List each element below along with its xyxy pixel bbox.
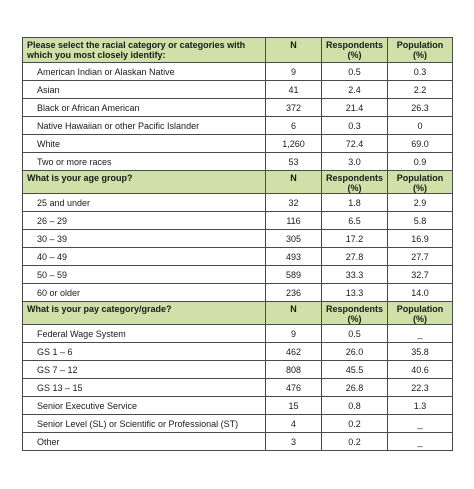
category-cell: GS 7 – 12: [23, 361, 266, 379]
n-cell: 9: [266, 325, 322, 343]
respondents-cell: 3.0: [322, 153, 388, 171]
population-column-header: Population (%): [388, 171, 453, 194]
respondents-cell: 33.3: [322, 266, 388, 284]
table-row: [23, 325, 453, 343]
population-cell: 26.3: [388, 99, 453, 117]
n-cell: 4: [266, 415, 322, 433]
population-column-header: Population (%): [388, 38, 453, 63]
category-cell: Native Hawaiian or other Pacific Islander: [23, 117, 266, 135]
respondents-column-header: Respondents (%): [322, 302, 388, 325]
n-column-header: N: [266, 302, 322, 325]
category-cell: American Indian or Alaskan Native: [23, 63, 266, 81]
table-row: [23, 284, 453, 302]
population-cell: 14.0: [388, 284, 453, 302]
respondents-cell: 2.4: [322, 81, 388, 99]
category-cell: Senior Executive Service: [23, 397, 266, 415]
respondents-cell: 26.0: [322, 343, 388, 361]
table-row: [23, 81, 453, 99]
category-cell: Asian: [23, 81, 266, 99]
population-cell: 0.9: [388, 153, 453, 171]
respondents-cell: 1.8: [322, 194, 388, 212]
respondents-cell: 0.3: [322, 117, 388, 135]
n-cell: 808: [266, 361, 322, 379]
table-row: [23, 433, 453, 451]
respondents-cell: 0.2: [322, 433, 388, 451]
section-header-row-race: [23, 38, 453, 63]
table-row: [23, 379, 453, 397]
n-cell: 3: [266, 433, 322, 451]
population-cell: 35.8: [388, 343, 453, 361]
population-column-header: Population (%): [388, 302, 453, 325]
section-header-row-pay: [23, 302, 453, 325]
category-cell: GS 1 – 6: [23, 343, 266, 361]
n-cell: 462: [266, 343, 322, 361]
respondents-column-header: Respondents (%): [322, 171, 388, 194]
n-cell: 372: [266, 99, 322, 117]
question-header: What is your pay category/grade?: [23, 302, 266, 325]
table-row: [23, 135, 453, 153]
population-cell: 2.9: [388, 194, 453, 212]
population-cell: _: [388, 325, 453, 343]
question-header: Please select the racial category or categories with which you most closely identify:: [23, 38, 266, 63]
n-cell: 493: [266, 248, 322, 266]
respondents-cell: 0.5: [322, 63, 388, 81]
n-cell: 236: [266, 284, 322, 302]
category-cell: 26 – 29: [23, 212, 266, 230]
respondents-cell: 0.5: [322, 325, 388, 343]
respondents-cell: 26.8: [322, 379, 388, 397]
category-cell: Two or more races: [23, 153, 266, 171]
respondents-cell: 6.5: [322, 212, 388, 230]
n-column-header: N: [266, 38, 322, 63]
table-row: [23, 194, 453, 212]
respondents-cell: 27.8: [322, 248, 388, 266]
n-cell: 116: [266, 212, 322, 230]
n-column-header: N: [266, 171, 322, 194]
population-cell: 0: [388, 117, 453, 135]
table-row: [23, 153, 453, 171]
category-cell: 25 and under: [23, 194, 266, 212]
respondents-cell: 21.4: [322, 99, 388, 117]
n-cell: 6: [266, 117, 322, 135]
category-cell: 60 or older: [23, 284, 266, 302]
population-cell: 5.8: [388, 212, 453, 230]
table-row: [23, 415, 453, 433]
survey-demographics-table: [22, 37, 453, 451]
category-cell: GS 13 – 15: [23, 379, 266, 397]
population-cell: 22.3: [388, 379, 453, 397]
category-cell: Black or African American: [23, 99, 266, 117]
respondents-cell: 72.4: [322, 135, 388, 153]
category-cell: 40 – 49: [23, 248, 266, 266]
table-row: [23, 117, 453, 135]
population-cell: 40.6: [388, 361, 453, 379]
category-cell: Other: [23, 433, 266, 451]
table-row: [23, 397, 453, 415]
table-row: [23, 266, 453, 284]
category-cell: Senior Level (SL) or Scientific or Professional (ST): [23, 415, 266, 433]
table-row: [23, 361, 453, 379]
table-row: [23, 212, 453, 230]
population-cell: 2.2: [388, 81, 453, 99]
n-cell: 476: [266, 379, 322, 397]
section-header-row-age: [23, 171, 453, 194]
respondents-cell: 45.5: [322, 361, 388, 379]
n-cell: 1,260: [266, 135, 322, 153]
n-cell: 589: [266, 266, 322, 284]
n-cell: 9: [266, 63, 322, 81]
respondents-cell: 0.8: [322, 397, 388, 415]
table-row: [23, 99, 453, 117]
category-cell: 50 – 59: [23, 266, 266, 284]
population-cell: 1.3: [388, 397, 453, 415]
category-cell: White: [23, 135, 266, 153]
population-cell: 0.3: [388, 63, 453, 81]
question-header: What is your age group?: [23, 171, 266, 194]
population-cell: 69.0: [388, 135, 453, 153]
population-cell: _: [388, 433, 453, 451]
n-cell: 41: [266, 81, 322, 99]
table-row: [23, 230, 453, 248]
respondents-cell: 17.2: [322, 230, 388, 248]
population-cell: 32.7: [388, 266, 453, 284]
category-cell: 30 – 39: [23, 230, 266, 248]
respondents-column-header: Respondents (%): [322, 38, 388, 63]
population-cell: 27.7: [388, 248, 453, 266]
population-cell: 16.9: [388, 230, 453, 248]
table-row: [23, 248, 453, 266]
n-cell: 15: [266, 397, 322, 415]
n-cell: 53: [266, 153, 322, 171]
n-cell: 32: [266, 194, 322, 212]
table-row: [23, 343, 453, 361]
population-cell: _: [388, 415, 453, 433]
respondents-cell: 13.3: [322, 284, 388, 302]
category-cell: Federal Wage System: [23, 325, 266, 343]
respondents-cell: 0.2: [322, 415, 388, 433]
table-row: [23, 63, 453, 81]
n-cell: 305: [266, 230, 322, 248]
